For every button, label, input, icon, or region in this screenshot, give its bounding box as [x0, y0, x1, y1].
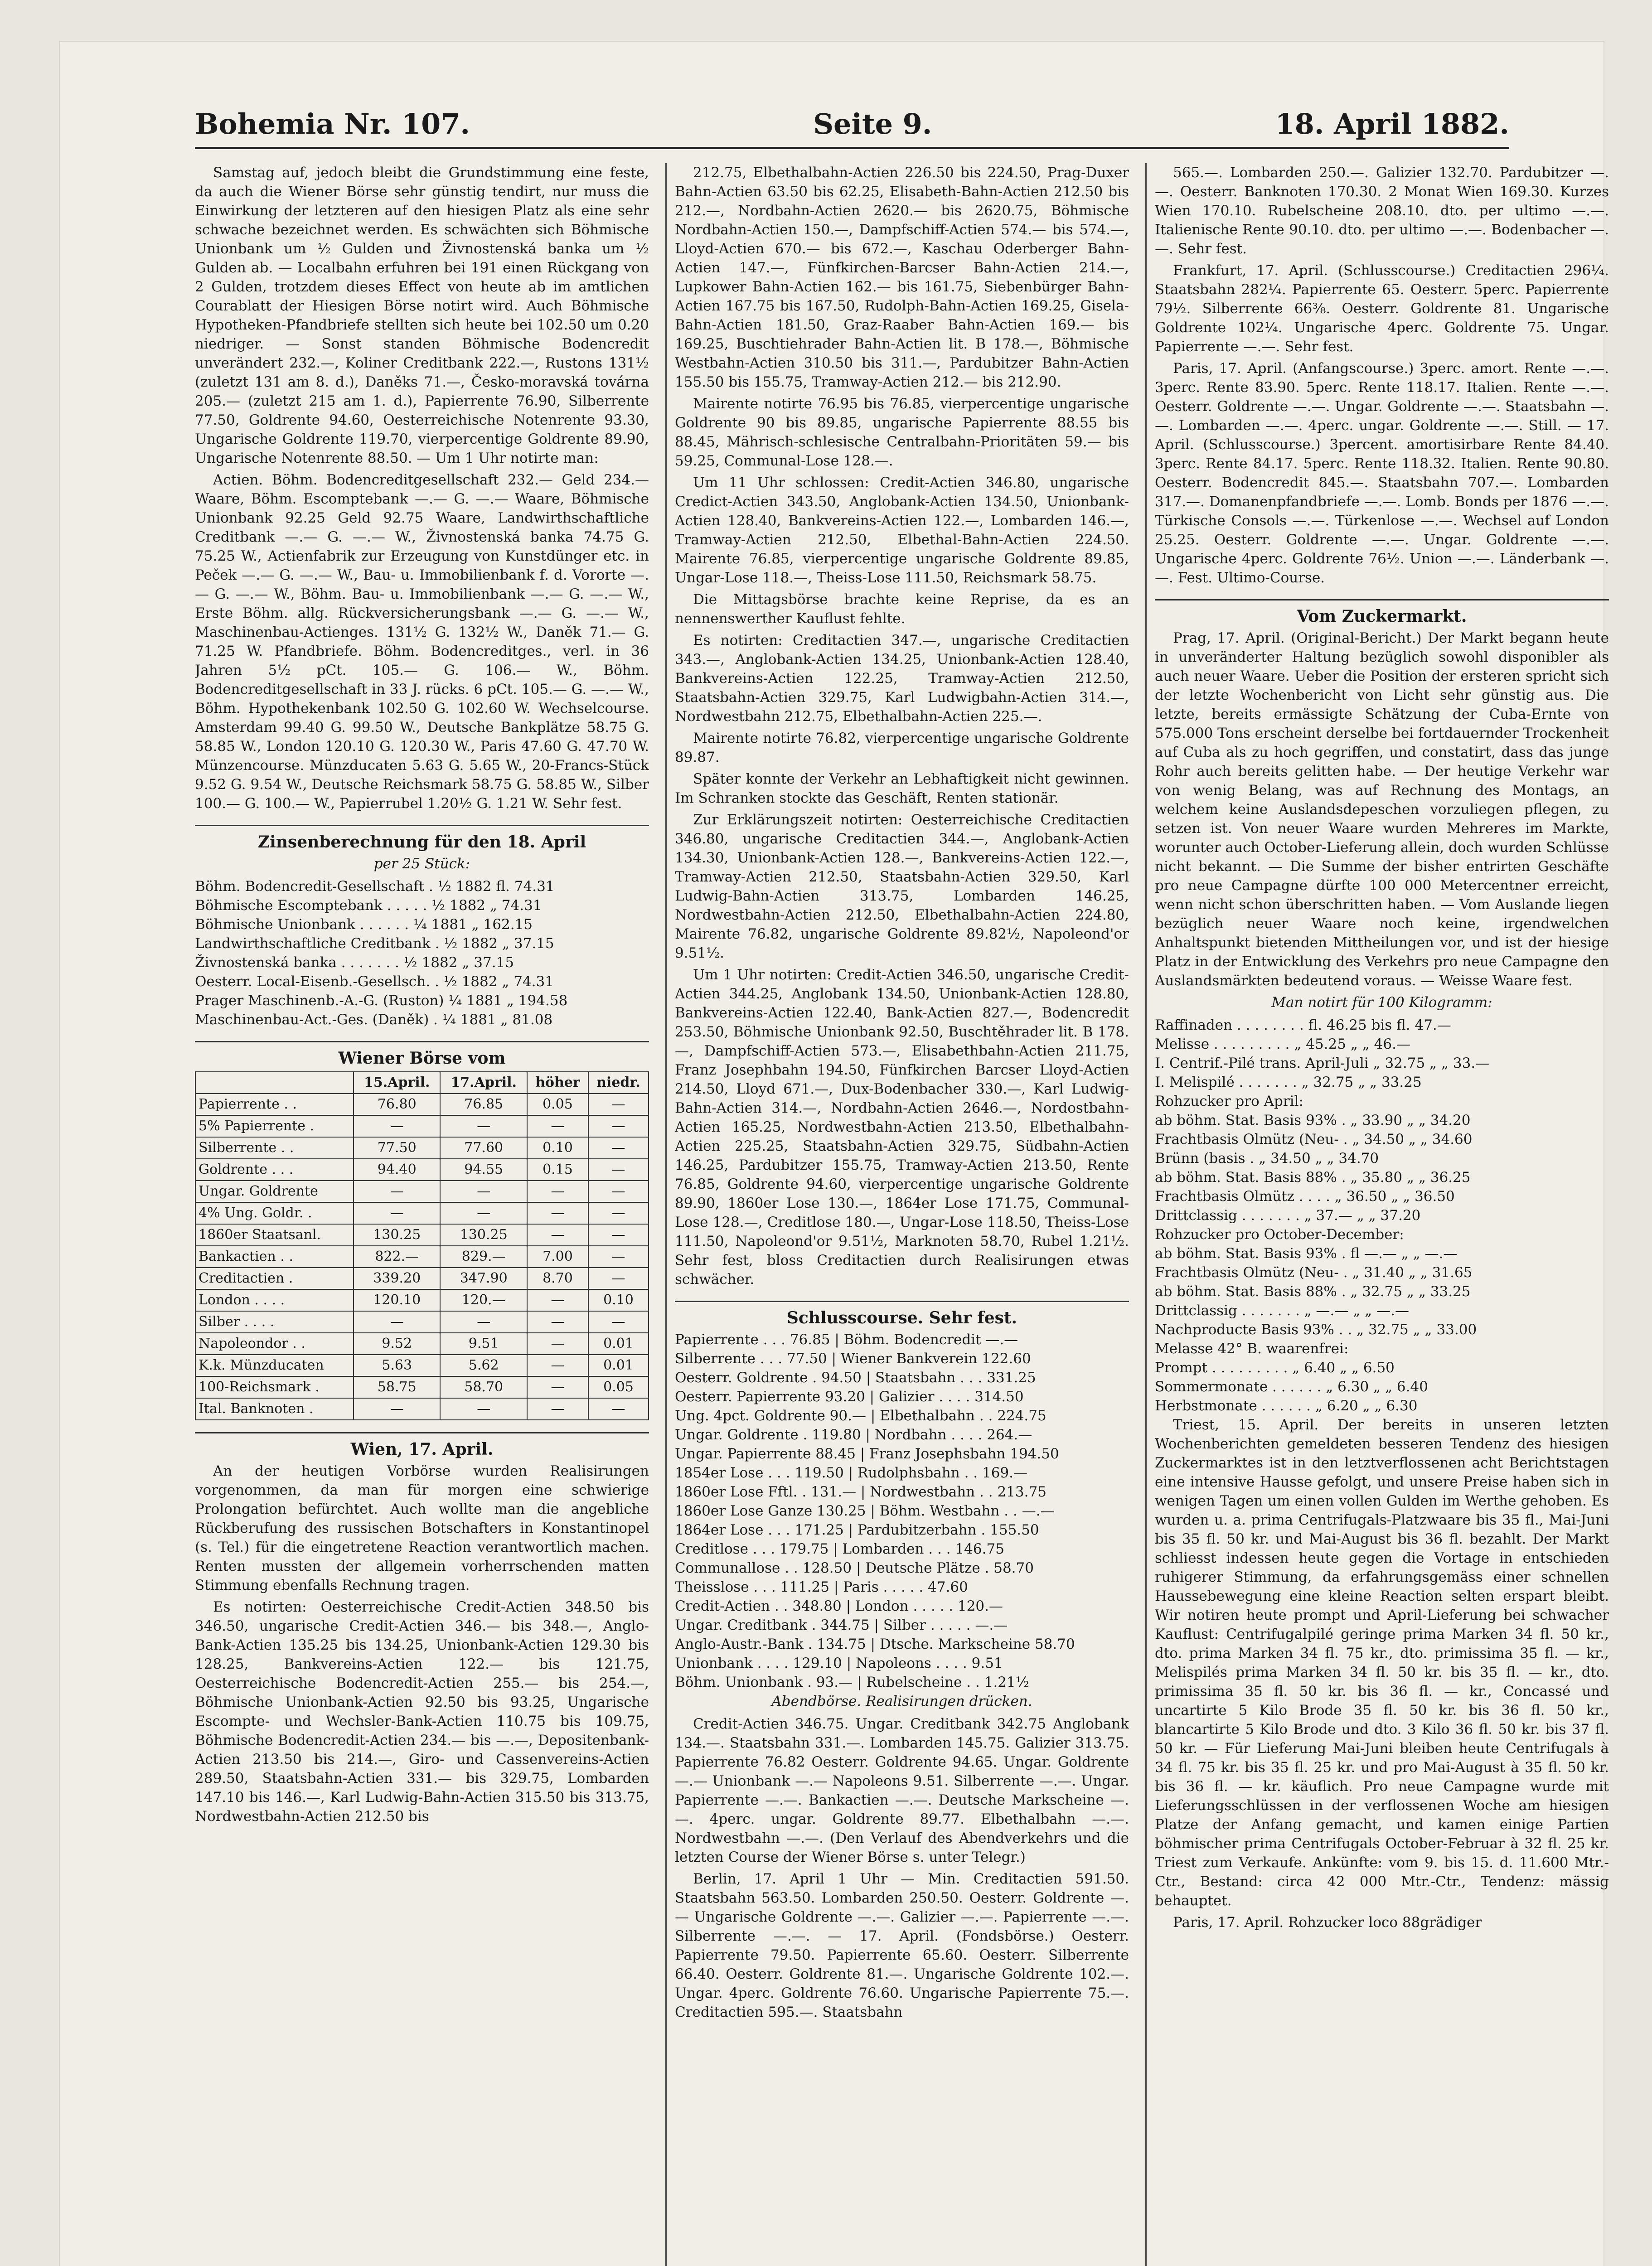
table-cell: 339.20: [354, 1268, 440, 1289]
zucker-price-line: Rohzucker pro October-December:: [1155, 1226, 1404, 1243]
table-cell: 120.—: [440, 1289, 527, 1311]
table-cell: —: [588, 1224, 649, 1246]
table-cell: —: [440, 1311, 527, 1333]
table-cell: 58.70: [440, 1376, 527, 1398]
schlusscourse-line: 1854er Lose . . . 119.50 | Rudolphsbahn . . 169.—: [675, 1465, 1028, 1481]
zucker-price-subheading: Man notirt für 100 Kilogramm:: [1271, 994, 1492, 1011]
table-cell: 130.25: [354, 1224, 440, 1246]
schlusscourse-line: Ungar. Creditbank . 344.75 | Silber . . . . . —.—: [675, 1617, 1008, 1633]
table-cell: —: [527, 1289, 588, 1311]
zuckermarkt-heading: Vom Zuckermarkt.: [1155, 599, 1609, 626]
schlusscourse-line: Anglo-Austr.-Bank . 134.75 | Dtsche. Markscheine 58.70: [675, 1636, 1075, 1652]
table-row: [195, 1398, 649, 1420]
zinsen-line: Maschinenbau-Act.-Ges. (Daněk) . ¼ 1881 „ 81.08: [195, 1012, 553, 1028]
table-cell: —: [527, 1224, 588, 1246]
table-cell: London . . . .: [195, 1289, 354, 1311]
table-cell: 76.80: [354, 1094, 440, 1115]
table-cell: Papierrente . .: [195, 1094, 354, 1115]
zucker-price-line: Nachproducte Basis 93% . . „ 32.75 „ „ 33.00: [1155, 1322, 1477, 1338]
schlusscourse-line: Unionbank . . . . 129.10 | Napoleons . . . . 9.51: [675, 1655, 1003, 1671]
table-cell: —: [354, 1115, 440, 1137]
article-paragraph: Mairente notirte 76.95 bis 76.85, vierpercentige ungarische Goldrente 90 bis 89.85, ungarische Papierrente 88.55 bis 88.45, Mährisch-schlesische Centralbahn-Prioritäten 59.— bis 59.25, Communal-Lose 128.—.: [675, 396, 1129, 469]
table-cell: —: [354, 1181, 440, 1202]
table-row: [195, 1311, 649, 1333]
table-cell: —: [440, 1115, 527, 1137]
table-cell: —: [354, 1398, 440, 1420]
table-row: [195, 1115, 649, 1137]
table-cell: 0.05: [588, 1376, 649, 1398]
table-cell: 9.51: [440, 1333, 527, 1355]
schlusscourse-line: Credit-Actien . . 348.80 | London . . . . . 120.—: [675, 1598, 1003, 1614]
schlusscourse-line: Oesterr. Papierrente 93.20 | Galizier . . . . 314.50: [675, 1389, 1024, 1405]
table-row: [195, 1333, 649, 1355]
table-cell: 7.00: [527, 1246, 588, 1268]
abendboerse-heading: Abendbörse. Realisirungen drücken.: [771, 1693, 1032, 1709]
article-paragraph: Es notirten: Creditactien 347.—, ungarische Creditactien 343.—, Anglobank-Actien 134.25, Unionbank-Actien 128.40, Bankvereins-Actien 122.25, Tramway-Actien 212.50, Staatsbahn-Actien 329.75, Karl Ludwigbahn-Actien 314.—, Nordwestbahn 212.75, Elbethalbahn-Actien 225.—.: [675, 632, 1129, 725]
table-cell: 0.15: [527, 1159, 588, 1181]
table-row: [195, 1289, 649, 1311]
zinsen-line: Prager Maschinenb.-A.-G. (Ruston) ¼ 1881 „ 194.58: [195, 993, 568, 1009]
zucker-price-line: Prompt . . . . . . . . . „ 6.40 „ „ 6.50: [1155, 1360, 1395, 1376]
article-paragraph: Mairente notirte 76.82, vierpercentige ungarische Goldrente 89.87.: [675, 730, 1129, 765]
zinsen-subheading: per 25 Stück:: [373, 856, 470, 872]
schlusscourse-line: 1860er Lose Ganze 130.25 | Böhm. Westbahn . . —.—: [675, 1503, 1055, 1519]
table-row: [195, 1202, 649, 1224]
table-row: [195, 1137, 649, 1159]
table-cell: 77.50: [354, 1137, 440, 1159]
table-cell: 94.55: [440, 1159, 527, 1181]
schlusscourse-line: Ungar. Papierrente 88.45 | Franz Josephsbahn 194.50: [675, 1446, 1059, 1462]
table-row: [195, 1376, 649, 1398]
zucker-price-line: ab böhm. Stat. Basis 88% . „ 32.75 „ „ 33.25: [1155, 1283, 1471, 1300]
table-cell: 347.90: [440, 1268, 527, 1289]
table-cell: K.k. Münzducaten: [195, 1355, 354, 1376]
schlusscourse-line: Ungar. Goldrente . 119.80 | Nordbahn . . . . 264.—: [675, 1427, 1032, 1443]
table-cell: —: [588, 1202, 649, 1224]
table-cell: —: [588, 1137, 649, 1159]
table-cell: 76.85: [440, 1094, 527, 1115]
table-cell: 120.10: [354, 1289, 440, 1311]
schlusscourse-line: Böhm. Unionbank . 93.— | Rubelscheine . . 1.21½: [675, 1674, 1029, 1690]
zucker-price-line: Brünn (basis . „ 34.50 „ „ 34.70: [1155, 1150, 1379, 1167]
schlusscourse-line: 1860er Lose Fftl. . 131.— | Nordwestbahn . . 213.75: [675, 1484, 1046, 1500]
table-cell: —: [588, 1311, 649, 1333]
article-paragraph: Frankfurt, 17. April. (Schlusscourse.) Creditactien 296¼. Staatsbahn 282¼. Papierrente 65. Oesterr. 5perc. Papierrente 79½. Silberrente 66⅜. Oesterr. Goldrente 81. Ungarische Goldrente 102¼. Ungarische 4perc. Goldrente 75. Ungar. Papierrente —.—. Sehr fest.: [1155, 262, 1609, 355]
article-paragraph: 565.—. Lombarden 250.—. Galizier 132.70. Pardubitzer —.—. Oesterr. Banknoten 170.30. 2 Monat Wien 169.30. Kurzes Wien 170.10. Rubelscheine 208.10. dto. per ultimo —.—. Italienische Rente 90.10. dto. per ultimo —.—. Bodenbacher —.—. Sehr fest.: [1155, 165, 1609, 257]
zucker-price-line: Drittclassig . . . . . . . „ 37.— „ „ 37.20: [1155, 1207, 1421, 1224]
article-paragraph: Credit-Actien 346.75. Ungar. Creditbank 342.75 Anglobank 134.—. Staatsbahn 331.—. Lombarden 145.75. Galizier 313.75. Papierrente 76.82 Oesterr. Goldrente 94.65. Ungar. Goldrente —.— Unionbank —.— Napoleons 9.51. Silberrente —.—. Ungar. Papierrente —.—. Bankactien —.—. Deutsche Markscheine —.—. 4perc. ungar. Goldrente 89.77. Elbethalbahn —.—. Nordwestbahn —.—. (Den Verlauf des Abendverkehrs und die letzten Course der Wiener Börse s. unter Telegr.): [675, 1716, 1129, 1865]
table-cell: Goldrente . . .: [195, 1159, 354, 1181]
table-header-cell: [195, 1072, 354, 1094]
table-cell: 0.01: [588, 1355, 649, 1376]
zucker-price-line: Melisse . . . . . . . . . „ 45.25 „ „ 46.—: [1155, 1036, 1410, 1052]
table-cell: —: [527, 1398, 588, 1420]
schlusscourse-line: 1864er Lose . . . 171.25 | Pardubitzerbahn . 155.50: [675, 1522, 1039, 1538]
article-paragraph: 212.75, Elbethalbahn-Actien 226.50 bis 224.50, Prag-Duxer Bahn-Actien 63.50 bis 62.25, Elisabeth-Bahn-Actien 212.50 bis 212.—, Nordbahn-Actien 2620.— bis 2620.75, Böhmische Nordbahn-Actien 150.—, Dampfschiff-Actien 574.— bis 574.—, Lloyd-Actien 670.— bis 672.—, Kaschau Oderberger Bahn-Actien 147.—, Fünfkirchen-Barcser Bahn-Actien 214.—, Lupkower Bahn-Actien 162.— bis 161.75, Siebenbürger Bahn-Actien 167.75 bis 167.50, Rudolph-Bahn-Actien 169.25, Gisela-Bahn-Actien 181.50, Graz-Raaber Bahn-Actien 169.— bis 169.25, Buschtiehrader Bahn-Actien lit. B 178.—, Böhmische Westbahn-Actien 310.50 bis 311.—, Pardubitzer Bahn-Actien 155.50 bis 155.75, Tramway-Actien 212.— bis 212.90.: [675, 165, 1129, 390]
table-cell: —: [440, 1202, 527, 1224]
table-row: [195, 1355, 649, 1376]
article-paragraph: Paris, 17. April. Rohzucker loco 88grädiger: [1173, 1914, 1482, 1931]
article-paragraph: Es notirten: Oesterreichische Credit-Actien 348.50 bis 346.50, ungarische Credit-Actien 346.— bis 348.—, Anglo-Bank-Actien 135.25 bis 134.25, Unionbank-Actien 129.30 bis 128.25, Bankvereins-Actien 122.— bis 121.75, Oesterreichische Bodencredit-Actien 255.— bis 254.—, Böhmische Unionbank-Actien 92.50 bis 93.25, Ungarische Escompte- und Wechsler-Bank-Actien 110.75 bis 109.75, Böhmische Bodencredit-Actien 234.— bis —.—, Depositenbank-Actien 213.50 bis 214.—, Giro- und Cassenvereins-Actien 289.50, Staatsbahn-Actien 331.— bis 329.75, Lombarden 147.10 bis 146.—, Karl Ludwig-Bahn-Actien 315.50 bis 313.75, Nordwestbahn-Actien 212.50 bis: [195, 1599, 649, 1825]
zucker-price-line: I. Melispilé . . . . . . . „ 32.75 „ „ 33.25: [1155, 1074, 1422, 1090]
table-cell: —: [588, 1181, 649, 1202]
table-cell: —: [588, 1094, 649, 1115]
wiener-boerse-table-body: [195, 1094, 649, 1420]
column-2: [665, 163, 1129, 2266]
schlusscourse-list: [675, 1330, 1129, 1692]
zinsen-line: Böhmische Unionbank . . . . . . ¼ 1881 „ 162.15: [195, 916, 533, 933]
table-cell: —: [527, 1376, 588, 1398]
table-cell: Napoleondor . .: [195, 1333, 354, 1355]
zinsen-line: Oesterr. Local-Eisenb.-Gesellsch. . ½ 1882 „ 74.31: [195, 973, 554, 990]
table-header-cell: niedr.: [588, 1072, 649, 1094]
column-3: [1145, 163, 1609, 2266]
table-cell: 5.62: [440, 1355, 527, 1376]
schlusscourse-line: Silberrente . . . 77.50 | Wiener Bankverein 122.60: [675, 1351, 1031, 1367]
table-cell: —: [440, 1398, 527, 1420]
zucker-price-list: [1155, 1016, 1609, 1415]
table-cell: 94.40: [354, 1159, 440, 1181]
table-cell: —: [354, 1202, 440, 1224]
zucker-price-line: ab böhm. Stat. Basis 93% . „ 33.90 „ „ 34.20: [1155, 1112, 1471, 1128]
table-cell: —: [440, 1181, 527, 1202]
table-header-cell: 17.April.: [440, 1072, 527, 1094]
table-cell: 58.75: [354, 1376, 440, 1398]
masthead-page-number: Seite 9.: [813, 107, 932, 140]
zucker-price-line: Raffinaden . . . . . . . . fl. 46.25 bis fl. 47.—: [1155, 1017, 1451, 1033]
article-paragraph: Actien. Böhm. Bodencreditgesellschaft 232.— Geld 234.— Waare, Böhm. Escomptebank —.— G. —.— Waare, Böhmische Unionbank 92.25 Geld 92.75 Waare, Landwirthschaftliche Creditbank —.— G. —.— W., Živnostenská banka 74.75 G. 75.25 W., Actienfabrik zur Erzeugung von Kunstdünger etc. in Peček —.— G. —.— W., Bau- u. Immobilienbank f. d. Vororte —.— G. —.— W., Böhm. Bau- u. Immobilienbank —.— G. —.— W., Erste Böhm. allg. Rückversicherungsbank —.— G. —.— W., Maschinenbau-Actienges. 131½ G. 132½ W., Daněk 71.— G. 71.25 W. Pfandbriefe. Böhm. Bodencreditges., verl. in 36 Jahren 5½ pCt. 105.— G. 106.— W., Böhm. Bodencreditgesellschaft in 33 J. rücks. 6 pCt. 105.— G. —.— W., Böhm. Hypothekenbank 102.50 G. 102.60 W. Wechselcourse. Amsterdam 99.40 G. 99.50 W., Deutsche Bankplätze 58.75 G. 58.85 W., London 120.10 G. 120.30 W., Paris 47.60 G. 47.70 W. Münzencourse. Münzducaten 5.63 G. 5.65 W., 20-Francs-Stück 9.52 G. 9.54 W., Deutsche Reichsmark 58.75 G. 58.85 W., Silber 100.— G. 100.— W., Papierrubel 1.20½ G. 1.21 W. Sehr fest.: [195, 472, 649, 812]
article-paragraph: Die Mittagsbörse brachte keine Reprise, da es an nennenswerther Kauflust fehlte.: [675, 591, 1129, 627]
table-cell: 0.01: [588, 1333, 649, 1355]
zinsen-line: Landwirthschaftliche Creditbank . ½ 1882 „ 37.15: [195, 935, 554, 952]
article-paragraph: Prag, 17. April. (Original-Bericht.) Der Markt begann heute in unveränderter Haltung bezüglich sowohl disponibler als auch neuer Waare. Ueber die Position der ersteren spricht sich der letzte Wochenbericht von Licht sehr günstig aus. Die letzte, bereits ermässigte Schätzung der Cuba-Ernte von 575.000 Tons erscheint derselbe bei fortdauernder Trockenheit auf Cuba als zu hoch gegriffen, und constatirt, dass das junge Rohr auch bereits gelitten habe. — Der heutige Verkehr war von wenig Belang, was auf Rechnung des Montags, an welchem keine Auslandsdepeschen vorzuliegen pflegen, zu setzen ist. Von neuer Waare wurden Mehreres im Markte, worunter auch October-Lieferung allein, doch wurden Schlüsse nicht bekannt. — Die Summe der bisher entrirten Geschäfte pro neue Campagne dürfte 100 000 Metercentner erreicht, wenn nicht schon überschritten haben. — Vom Auslande liegen bezüglich neuer Waare noch keine, irgendwelchen Anhaltspunkt bietenden Mittheilungen vor, und ist der hiesige Platz in der Entwicklung des Verkehrs pro neue Campagne den Auslandsmärkten bedeutend voraus. — Weisse Waare fest.: [1155, 630, 1609, 989]
table-cell: —: [354, 1311, 440, 1333]
article-paragraph: Zur Erklärungszeit notirten: Oesterreichische Creditactien 346.80, ungarische Creditactien 344.—, Anglobank-Actien 134.30, Unionbank-Actien 128.—, Bankvereins-Actien 122.—, Tramway-Actien 212.50, Staatsbahn-Actien 329.50, Karl Ludwig-Bahn-Actien 313.75, Lombarden 146.25, Nordwestbahn-Actien 212.50, Elbethalbahn-Actien 224.80, Mairente 76.82, ungarische Goldrente 89.82½, Napoleond'or 9.51½.: [675, 812, 1129, 961]
schlusscourse-line: Papierrente . . . 76.85 | Böhm. Bodencredit —.—: [675, 1332, 1018, 1348]
table-header-cell: 15.April.: [354, 1072, 440, 1094]
table-cell: —: [527, 1333, 588, 1355]
schlusscourse-line: Theisslose . . . 111.25 | Paris . . . . . 47.60: [675, 1579, 968, 1595]
table-cell: Ungar. Goldrente: [195, 1181, 354, 1202]
table-cell: —: [588, 1268, 649, 1289]
zinsen-line: Böhm. Bodencredit-Gesellschaft . ½ 1882 fl. 74.31: [195, 878, 555, 895]
table-header-row: [195, 1072, 649, 1094]
article-paragraph: Triest, 15. April. Der bereits in unseren letzten Wochenberichten gemeldeten besseren Tendenz des hiesigen Zuckermarktes ist in den letztverflossenen acht Berichtstagen eine intensive Hausse gefolgt, und unsere Preise haben sich in wenigen Tagen um einen vollen Gulden im Werthe gehoben. Es wurden u. a. prima Centrifugals-Platzwaare bis 35 fl., Mai-Juni bis 35 fl. 50 kr. und Mai-August bis 36 fl. bezahlt. Der Markt schliesst indessen heute gegen die Vortage in entschieden ruhigerer Stimmung, da erfahrungsgemäss einer schnellen Haussebewegung eine kleine Reaction selten erspart bleibt. Wir notiren heute prompt und April-Lieferung bei schwacher Kauflust: Centrifugalpilé geringe prima Marken 34 fl. 50 kr., dto. prima Marken 34 fl. 75 kr., dto. primissima 35 fl. — kr., Melispilés prima Marken 34 fl. 50 kr. bis 35 fl. — kr., dto. primissima 35 fl. 50 kr. bis 36 fl. — kr., Concassé und uncartirte 5 Kilo Brode 35 fl. 50 kr. bis 36 fl. 50 kr., blancartirte 5 Kilo Brode und dto. 3 Kilo 36 fl. 50 kr. bis 37 fl. 50 kr. — Für Lieferung Mai-Juni bleiben heute Centrifugals à 34 fl. 75 kr. bis 35 fl. 25 kr. und pro Mai-August à 35 fl. 50 kr. bis 36 fl. — kr. käuflich. Pro neue Campagne wurde mit Lieferungsschlüssen in der verflossenen Woche am hiesigen Platze der Anfang gemacht, und kamen einige Partien böhmischer prima Centrifugals October-Februar à 32 fl. 25 kr. Triest zum Verkaufe. Ankünfte: vom 9. bis 15. d. 11.600 Mtr.-Ctr., Bestand: circa 42 000 Mtr.-Ctr., Tendenz: mässig behauptet.: [1155, 1417, 1609, 1909]
zinsen-line: Böhmische Escomptebank . . . . . ½ 1882 „ 74.31: [195, 897, 542, 914]
article-paragraph: Paris, 17. April. (Anfangscourse.) 3perc. amort. Rente —.—. 3perc. Rente 83.90. 5perc. Rente 118.17. Italien. Rente —.—. Oesterr. Goldrente —.—. Ungar. Goldrente —.—. Staatsbahn —.—. Lombarden —.—. 4perc. ungar. Goldrente —.—. Still. — 17. April. (Schlusscourse.) 3percent. amortisirbare Rente 84.40. 3perc. Rente 84.17. 5perc. Rente 118.32. Italien. Rente 90.80. Oesterr. Bodencredit 845.—. Staatsbahn 707.—. Lombarden 317.—. Domanenpfandbriefe —.—. Lomb. Bonds per 1876 —.—. Türkische Consols —.—. Türkenlose —.—. Wechsel auf London 25.25. Oesterr. Goldrente —.—. Ungar. Goldrente —.—. Ungarische 4perc. Goldrente 76½. Union —.—. Länderbank —.—. Fest. Ultimo-Course.: [1155, 360, 1609, 586]
masthead-paper-name: Bohemia Nr. 107.: [195, 107, 470, 140]
article-paragraph: Später konnte der Verkehr an Lebhaftigkeit nicht gewinnen. Im Schranken stockte das Geschäft, Renten stationär.: [675, 771, 1129, 806]
table-row: [195, 1268, 649, 1289]
zucker-price-line: Frachtbasis Olmütz (Neu- . „ 31.40 „ „ 31.65: [1155, 1264, 1473, 1281]
table-cell: 77.60: [440, 1137, 527, 1159]
newspaper-page: [59, 41, 1609, 2266]
table-cell: —: [527, 1115, 588, 1137]
zucker-price-line: I. Centrif.-Pilé trans. April-Juli „ 32.75 „ „ 33.—: [1155, 1055, 1490, 1071]
columns: [195, 163, 1609, 2266]
table-row: [195, 1094, 649, 1115]
table-cell: Creditactien .: [195, 1268, 354, 1289]
zinsen-line: Živnostenská banka . . . . . . . ½ 1882 „ 37.15: [195, 954, 514, 971]
table-cell: 8.70: [527, 1268, 588, 1289]
article-paragraph: An der heutigen Vorbörse wurden Realisirungen vorgenommen, da man für morgen eine schwierige Prolongation befürchtet. Auch wollte man die angebliche Rückberufung des russischen Botschafters in Konstantinopel (s. Tel.) für die eingetretene Reaction verantwortlich machen. Renten mussten der allgemein vorherrschenden matten Stimmung ebenfalls Rechnung tragen.: [195, 1463, 649, 1593]
table-cell: 0.10: [527, 1137, 588, 1159]
article-paragraph: Um 11 Uhr schlossen: Credit-Actien 346.80, ungarische Credict-Actien 343.50, Anglobank-Actien 134.50, Unionbank-Actien 128.40, Bankvereins-Actien 122.—, Lombarden 146.—, Tramway-Actien 212.50, Elbethal-Bahn-Actien 224.50. Mairente 76.85, vierpercentige ungarische Goldrente 89.85, Ungar-Lose 118.—, Theiss-Lose 111.50, Reichsmark 58.75.: [675, 475, 1129, 586]
table-cell: —: [588, 1398, 649, 1420]
zucker-price-line: Rohzucker pro April:: [1155, 1093, 1303, 1109]
table-cell: —: [527, 1311, 588, 1333]
table-cell: 829.—: [440, 1246, 527, 1268]
zucker-price-line: Herbstmonate . . . . . . „ 6.20 „ „ 6.30: [1155, 1398, 1418, 1414]
schlusscourse-line: Oesterr. Goldrente . 94.50 | Staatsbahn . . . 331.25: [675, 1370, 1036, 1386]
masthead: [195, 91, 1509, 149]
table-cell: 822.—: [354, 1246, 440, 1268]
schlusscourse-line: Communallose . . 128.50 | Deutsche Plätze . 58.70: [675, 1560, 1034, 1576]
table-cell: —: [588, 1115, 649, 1137]
zucker-price-line: Frachtbasis Olmütz . . . . „ 36.50 „ „ 36.50: [1155, 1188, 1455, 1205]
table-row: [195, 1224, 649, 1246]
table-cell: Bankactien . .: [195, 1246, 354, 1268]
table-cell: Silber . . . .: [195, 1311, 354, 1333]
table-cell: 5% Papierrente .: [195, 1115, 354, 1137]
zinsen-heading: Zinsenberechnung für den 18. April: [195, 825, 649, 852]
zucker-price-line: Frachtbasis Olmütz (Neu- . „ 34.50 „ „ 34.60: [1155, 1131, 1473, 1148]
wiener-boerse-heading: Wiener Börse vom: [195, 1041, 649, 1068]
article-paragraph: Berlin, 17. April 1 Uhr — Min. Creditactien 591.50. Staatsbahn 563.50. Lombarden 250.50. Oesterr. Goldrente —.— Ungarische Goldrente —.—. Galizier —.—. Papierrente —.—. Silberrente —.—. — 17. April. (Fondsbörse.) Oesterr. Papierrente 79.50. Papierrente 65.60. Oesterr. Silberrente 66.40. Oesterr. Goldrente 81.—. Ungarische Goldrente 102.—. Ungar. 4perc. Goldrente 76.60. Ungarische Papierrente 75.—. Creditactien 595.—. Staatsbahn: [675, 1871, 1129, 2020]
table-cell: —: [527, 1355, 588, 1376]
table-cell: Silberrente . .: [195, 1137, 354, 1159]
wiener-boerse-table: [195, 1071, 649, 1420]
zucker-price-line: Sommermonate . . . . . . „ 6.30 „ „ 6.40: [1155, 1379, 1428, 1395]
table-cell: —: [527, 1202, 588, 1224]
table-cell: 130.25: [440, 1224, 527, 1246]
schlusscourse-line: Creditlose . . . 179.75 | Lombarden . . . 146.75: [675, 1541, 1004, 1557]
table-cell: —: [588, 1159, 649, 1181]
table-row: [195, 1159, 649, 1181]
table-cell: 0.10: [588, 1289, 649, 1311]
zucker-price-line: Melasse 42° B. waarenfrei:: [1155, 1341, 1349, 1357]
table-cell: Ital. Banknoten .: [195, 1398, 354, 1420]
table-row: [195, 1181, 649, 1202]
column-1: [195, 163, 649, 2266]
table-cell: 5.63: [354, 1355, 440, 1376]
zucker-price-line: ab böhm. Stat. Basis 88% . „ 35.80 „ „ 36.25: [1155, 1169, 1471, 1186]
table-row: [195, 1246, 649, 1268]
table-cell: 0.05: [527, 1094, 588, 1115]
schlusscourse-heading: Schlusscourse. Sehr fest.: [675, 1301, 1129, 1327]
masthead-date: 18. April 1882.: [1275, 107, 1509, 140]
article-paragraph: Um 1 Uhr notirten: Credit-Actien 346.50, ungarische Credit-Actien 344.25, Anglobank 134.50, Unionbank-Actien 128.80, Bankvereins-Actien 122.40, Bank-Actien 827.—, Bodencredit 253.50, Böhmische Unionbank 92.50, Buschtěhrader lit. B 178.—, Dampfschiff-Actien 573.—, Elisabethbahn-Actien 211.75, Franz Josephbahn 194.50, Fünfkirchen Barcser Lloyd-Actien 214.50, Lloyd 671.—, Dux-Bodenbacher 330.—, Karl Ludwig-Bahn-Actien 314.—, Nordbahn-Actien 2646.—, Nordostbahn-Actien 165.25, Nordwestbahn-Actien 213.50, Elbethalbahn-Actien 225.25, Staatsbahn-Actien 329.75, Südbahn-Actien 146.25, Pardubitzer 155.75, Tramway-Actien 213.50, Rente 76.85, Goldrente 94.60, vierpercentige ungarische Goldrente 89.90, 1860er Lose 130.—, 1864er Lose 171.75, Communal-Lose 128.—, Creditlose 180.—, Ungar-Lose 118.50, Theiss-Lose 111.50, Napoleond'or 9.51½, Marknoten 58.70, Rubel 1.21½. Sehr fest, bloss Creditactien durch Realisirungen etwas schwächer.: [675, 967, 1129, 1288]
table-header-cell: höher: [527, 1072, 588, 1094]
table-cell: 9.52: [354, 1333, 440, 1355]
schlusscourse-line: Ung. 4pct. Goldrente 90.— | Elbethalbahn . . 224.75: [675, 1408, 1046, 1424]
table-cell: —: [588, 1246, 649, 1268]
table-cell: 100-Reichsmark .: [195, 1376, 354, 1398]
table-cell: 4% Ung. Goldr. .: [195, 1202, 354, 1224]
table-cell: —: [527, 1181, 588, 1202]
article-paragraph: Samstag auf, jedoch bleibt die Grundstimmung eine feste, da auch die Wiener Börse sehr günstig tendirt, nur muss die Einwirkung der letzteren auf den hiesigen Platz als eine sehr schwache bezeichnet werden. Es schwächten sich Böhmische Unionbank um ½ Gulden und Živnostenská banka um ½ Gulden ab. — Localbahn erfuhren bei 191 einen Rückgang von 2 Gulden, trotzdem dieses Effect von heute ab im amtlichen Courablatt der Hiesigen Börse notirt wird. Auch Böhmische Hypotheken-Pfandbriefe stellten sich heute bei 102.50 um 0.20 niedriger. — Sonst standen Böhmische Bodencredit unverändert 232.—, Koliner Creditbank 222.—, Rustons 131½ (zuletzt 131 am 8. d.), Daněks 71.—, Česko-moravská továrna 205.— (zuletzt 215 am 1. d.), Papierrente 76.90, Silberrente 77.50, Goldrente 94.60, Oesterreichische Notenrente 93.30, Ungarische Goldrente 119.70, vierpercentige Goldrente 89.90, Ungarische Notenrente 88.50. — Um 1 Uhr notirte man:: [195, 165, 649, 466]
wien-heading: Wien, 17. April.: [195, 1432, 649, 1459]
zucker-price-line: ab böhm. Stat. Basis 93% . fl —.— „ „ —.—: [1155, 1245, 1458, 1262]
table-cell: 1860er Staatsanl.: [195, 1224, 354, 1246]
zucker-price-line: Drittclassig . . . . . . . „ —.— „ „ —.—: [1155, 1302, 1409, 1319]
